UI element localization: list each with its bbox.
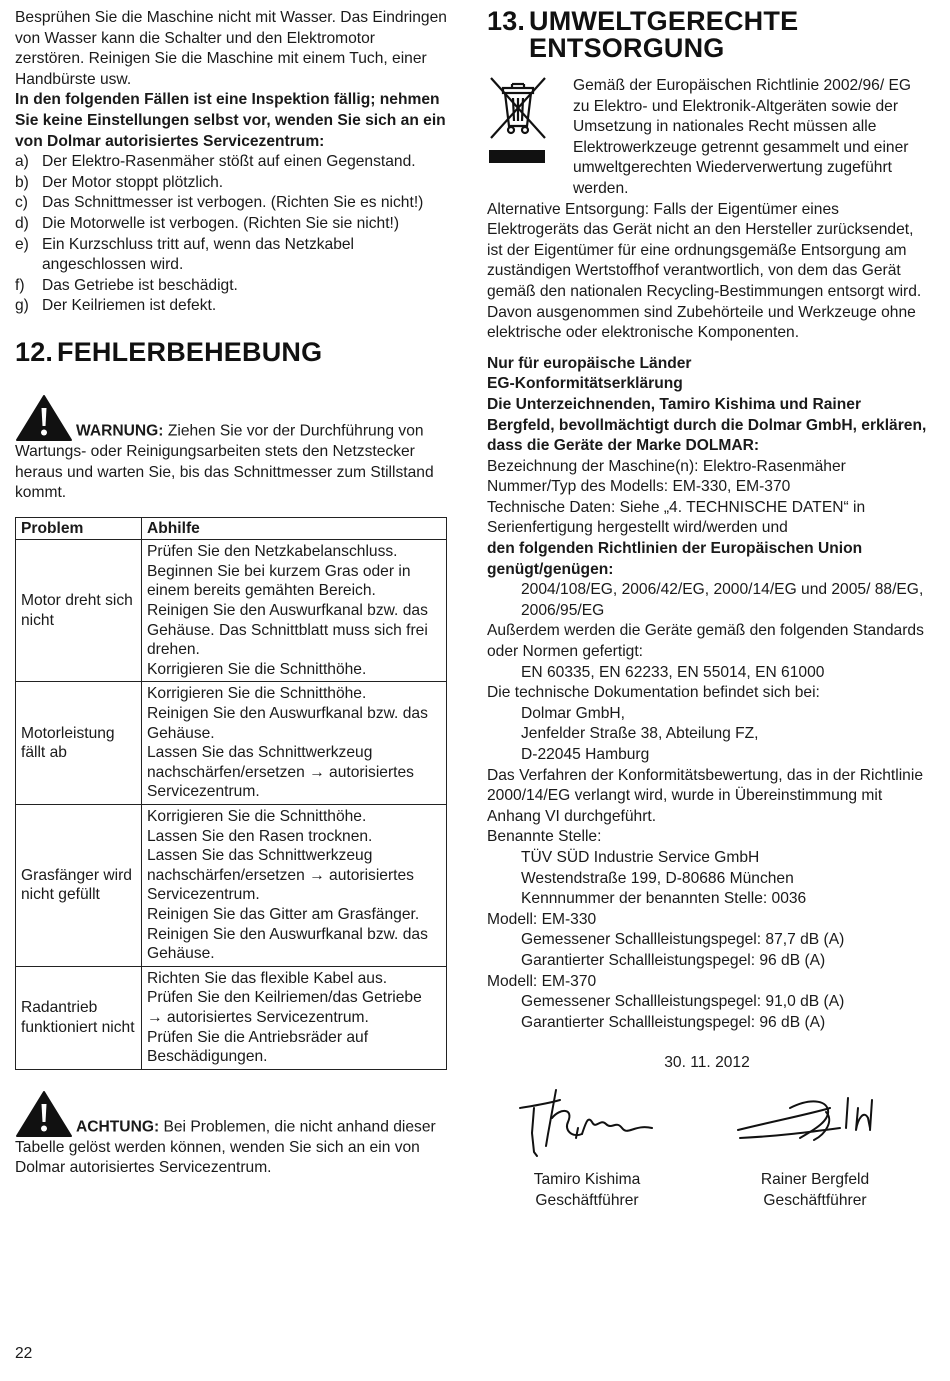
- list-item: [15, 214, 447, 235]
- column-header: Problem: [16, 517, 142, 540]
- inspection-cases-list: [15, 152, 447, 317]
- signature-kishima: [512, 1078, 662, 1170]
- problem-cell: Motorleistung fällt ab: [16, 682, 142, 805]
- problem-cell: Radantrieb funktioniert nicht: [16, 966, 142, 1069]
- eu-only-heading: Nur für europäische Länder: [487, 354, 692, 372]
- signatory-role: Geschäftführer: [535, 1191, 639, 1209]
- remedy-cell: [142, 682, 447, 805]
- warning-block: [15, 394, 447, 504]
- conformity-statement: Das Verfahren der Konformitätsbewertung, das in der Richtlinie 2000/14/EG verlangt wird, wurde in Übereinstimmung mit Anhang VI durchgeführt.: [487, 766, 923, 825]
- list-letter: b): [15, 173, 29, 191]
- warning-triangle-icon: [15, 394, 73, 442]
- guaranteed-sound-level: Garantierter Schallleistungspegel: 96 dB (A): [521, 951, 826, 969]
- table-row: [16, 540, 447, 682]
- table-row: [16, 805, 447, 967]
- warning-label: WARNUNG:: [76, 422, 164, 440]
- section-number: 13.: [487, 6, 526, 36]
- section-title: FEHLERBEHEBUNG: [57, 336, 323, 367]
- list-letter: c): [15, 194, 28, 212]
- remedy-line: Korrigieren Sie die Schnitthöhe.: [147, 660, 367, 678]
- remedy-line: Reinigen Sie den Auswurfkanal bzw. das Gehäuse.: [147, 925, 428, 963]
- remedy-line: Korrigieren Sie die Schnitthöhe.: [147, 685, 367, 703]
- section-number: 12.: [15, 336, 54, 367]
- list-text: Der Elektro-Rasenmäher stößt auf einen Gegenstand.: [42, 153, 416, 171]
- caution-block: [15, 1090, 447, 1179]
- remedy-cell: [142, 966, 447, 1069]
- directives-list: 2004/108/EG, 2006/42/EG, 2000/14/EG und 2005/ 88/EG, 2006/95/EG: [521, 581, 924, 619]
- list-letter: a): [15, 153, 29, 171]
- remedy-line: Korrigieren Sie die Schnitthöhe.: [147, 808, 367, 825]
- list-text: Das Getriebe ist beschädigt.: [42, 276, 238, 294]
- weee-block: [487, 76, 927, 200]
- list-letter: d): [15, 214, 29, 232]
- address-line: D-22045 Hamburg: [521, 746, 650, 763]
- list-letter: e): [15, 235, 29, 253]
- warning-triangle-icon: [15, 1090, 73, 1138]
- signature-bergfeld: [730, 1078, 900, 1170]
- remedy-cell: [142, 540, 447, 682]
- problem-cell: Grasfänger wird nicht gefüllt: [16, 805, 142, 967]
- notified-body-intro: Benannte Stelle:: [487, 828, 602, 846]
- signers-statement: Die Unterzeichnenden, Tamiro Kishima und Rainer Bergfeld, bevollmächtigt durch die Dolmar GmbH, erklären, dass die Geräte der Marke DOLMAR:: [487, 395, 927, 455]
- list-item: [15, 296, 447, 317]
- model-label: Modell: EM-370: [487, 972, 597, 990]
- remedy-line: Reinigen Sie das Gitter am Grasfänger.: [147, 905, 420, 923]
- list-item: [15, 152, 447, 173]
- list-letter: g): [15, 297, 29, 315]
- list-letter: f): [15, 276, 25, 294]
- address-line: Dolmar GmbH,: [521, 704, 625, 722]
- signature-block: [487, 1078, 687, 1211]
- signatures: [487, 1078, 927, 1253]
- signatory-role: Geschäftführer: [763, 1191, 867, 1209]
- table-row: [16, 682, 447, 805]
- crossed-out-bin-icon: [487, 76, 549, 166]
- section-title: ENTSORGUNG: [529, 33, 725, 63]
- table-header-row: [16, 517, 447, 540]
- remedy-line: Prüfen Sie den Keilriemen/das Getriebe → autorisiertes Servicezentrum.: [147, 989, 422, 1026]
- cleaning-note: Besprühen Sie die Maschine nicht mit Wasser. Das Eindringen von Wasser kann die Schalter und den Elektromotor zerstören. Reinigen Sie die Maschine mit einem Tuch, einer Handbürste usw.: [15, 9, 447, 88]
- remedy-line: Reinigen Sie den Auswurfkanal bzw. das Gehäuse. Das Schnittblatt muss sich frei drehen.: [147, 602, 428, 659]
- list-item: [15, 235, 447, 276]
- list-text: Der Motor stoppt plötzlich.: [42, 173, 224, 191]
- remedy-line: Beginnen Sie bei kurzem Gras oder in einem bereits gemähten Bereich.: [147, 562, 411, 600]
- alternative-disposal-text: Alternative Entsorgung: Falls der Eigentümer eines Elektrogeräts das Gerät nicht an den Hersteller zurücksendet, ist der Eigentümer für eine ordnungsgemäße Entsorgung am zuständigen Wertstoffhof verantwortlich, von dem das Gerät gemäß den nationalen Recycling-Bestimmungen entsorgt wird. Davon ausgenommen sind Zubehörteile und Werkzeuge ohne elektrische oder elektronische Komponenten.: [487, 200, 922, 342]
- machine-name: Bezeichnung der Maschine(n): Elektro-Rasenmäher: [487, 457, 846, 475]
- model-label: Modell: EM-330: [487, 910, 597, 928]
- troubleshooting-table: [15, 517, 447, 1070]
- table-row: [16, 966, 447, 1069]
- signatory-name: Rainer Bergfeld: [760, 1170, 870, 1188]
- warning-text: Ziehen Sie vor der Durchführung von Wartungs- oder Reinigungsarbeiten stets den Netzstecker heraus und warten Sie, bis das Schnittmesser zum Stillstand kommt.: [15, 422, 434, 502]
- remedy-line: Prüfen Sie die Antriebsräder auf Beschädigungen.: [147, 1028, 369, 1066]
- remedy-cell: [142, 805, 447, 967]
- section-13-heading: [487, 8, 927, 62]
- technical-data: Technische Daten: Siehe „4. TECHNISCHE DATEN“ in Serienfertigung hergestellt wird/werden und: [487, 498, 866, 537]
- column-header: Abhilfe: [142, 517, 447, 540]
- list-text: Das Schnittmesser ist verbogen. (Richten Sie es nicht!): [42, 194, 424, 212]
- declaration-date: 30. 11. 2012: [664, 1054, 750, 1072]
- remedy-line: Lassen Sie das Schnittwerkzeug nachschärfen/ersetzen → autorisiertes Servicezentrum.: [147, 847, 414, 904]
- model-numbers: Nummer/Typ des Modells: EM-330, EM-370: [487, 478, 791, 496]
- list-text: Ein Kurzschluss tritt auf, wenn das Netzkabel angeschlossen wird.: [42, 235, 355, 274]
- section-12-heading: [15, 336, 447, 367]
- signature-block: [715, 1078, 915, 1211]
- directives-statement: den folgenden Richtlinien der Europäischen Union genügt/genügen:: [487, 540, 863, 578]
- problem-cell: Motor dreht sich nicht: [16, 540, 142, 682]
- notified-body-line: TÜV SÜD Industrie Service GmbH: [521, 848, 760, 866]
- standards-list: EN 60335, EN 62233, EN 55014, EN 61000: [521, 663, 825, 681]
- list-text: Die Motorwelle ist verbogen. (Richten Sie sie nicht!): [42, 214, 400, 232]
- list-item: [15, 193, 447, 214]
- caution-label: ACHTUNG:: [76, 1118, 160, 1136]
- address-line: Jenfelder Straße 38, Abteilung FZ,: [521, 725, 759, 743]
- remedy-line: Lassen Sie den Rasen trocknen.: [147, 827, 373, 845]
- inspection-note: In den folgenden Fällen ist eine Inspektion fällig; nehmen Sie keine Einstellungen selbst vor, wenden Sie sich an ein von Dolmar autorisiertes Servicezentrum:: [15, 91, 446, 150]
- section-title: UMWELTGERECHTE: [529, 6, 799, 36]
- weee-directive-text: Gemäß der Europäischen Richtlinie 2002/96/ EG zu Elektro- und Elektronik-Altgeräten sowie der Umsetzung in nationales Recht müssen alle Elektrowerkzeuge getrennt gesammelt und einer umweltgerechten Wiederverwertung zugeführt werden.: [573, 77, 912, 197]
- notified-body-line: Westendstraße 199, D-80686 München: [521, 869, 794, 887]
- remedy-line: Lassen Sie das Schnittwerkzeug nachschärfen/ersetzen → autorisiertes Servicezentrum.: [147, 744, 414, 801]
- signatory-name: Tamiro Kishima: [533, 1170, 641, 1188]
- list-text: Der Keilriemen ist defekt.: [42, 297, 217, 315]
- remedy-line: Richten Sie das flexible Kabel aus.: [147, 969, 388, 987]
- remedy-line: Prüfen Sie den Netzkabelanschluss.: [147, 543, 398, 561]
- ec-declaration-title: EG-Konformitätserklärung: [487, 375, 683, 393]
- measured-sound-level: Gemessener Schallleistungspegel: 87,7 dB (A): [521, 931, 845, 949]
- page-number: 22: [15, 1345, 33, 1362]
- list-item: [15, 173, 447, 194]
- standards-intro: Außerdem werden die Geräte gemäß den folgenden Standards oder Normen gefertigt:: [487, 622, 924, 661]
- left-column: [15, 8, 447, 1179]
- right-column: [487, 8, 927, 1253]
- measured-sound-level: Gemessener Schallleistungspegel: 91,0 dB (A): [521, 993, 845, 1011]
- guaranteed-sound-level: Garantierter Schallleistungspegel: 96 dB (A): [521, 1013, 826, 1031]
- remedy-line: Reinigen Sie den Auswurfkanal bzw. das Gehäuse.: [147, 705, 428, 742]
- documentation-intro: Die technische Dokumentation befindet sich bei:: [487, 684, 820, 702]
- list-item: [15, 276, 447, 297]
- caution-text: Bei Problemen, die nicht anhand dieser Tabelle gelöst werden können, wenden Sie sich an ein von Dolmar autorisiertes Servicezentrum.: [15, 1118, 436, 1177]
- notified-body-line: Kennnummer der benannten Stelle: 0036: [521, 890, 807, 908]
